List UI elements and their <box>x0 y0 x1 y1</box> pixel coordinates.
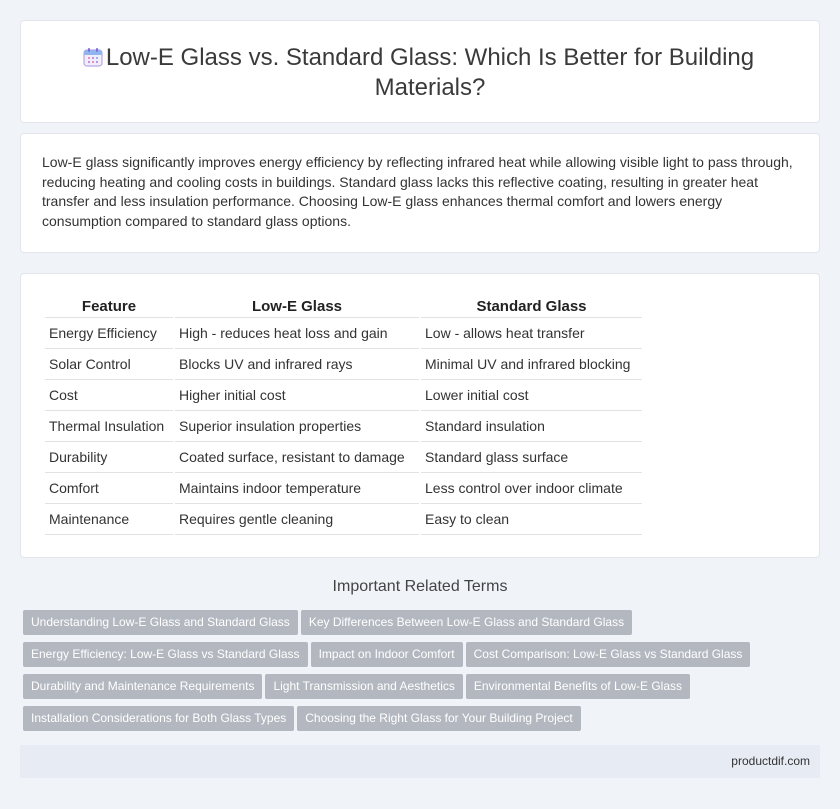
table-row <box>45 318 642 349</box>
table-cell: Less control over indoor climate <box>421 473 642 504</box>
related-terms-heading: Important Related Terms <box>332 578 508 595</box>
table-row <box>45 504 642 535</box>
table-cell: Comfort <box>45 473 173 504</box>
table-cell: Cost <box>45 380 173 411</box>
table-cell: Requires gentle cleaning <box>175 504 419 535</box>
column-header-feature: Feature <box>45 296 173 318</box>
table-row <box>45 411 642 442</box>
table-cell: Superior insulation properties <box>175 411 419 442</box>
related-term-tag[interactable]: Environmental Benefits of Low-E Glass <box>466 674 690 699</box>
related-term-tag[interactable]: Durability and Maintenance Requirements <box>23 674 262 699</box>
table-header-row <box>45 296 642 318</box>
intro-paragraph: Low-E glass significantly improves energy efficiency by reflecting infrared heat while allowing visible light to pass through, reducing heating and cooling costs in buildings. Standard glass lacks this reflective coating, resulting in greater heat transfer and less insulation performance. Choosing Low-E glass enhances thermal comfort and lowers energy consumption compared to standard glass options. <box>42 154 793 229</box>
footer <box>20 745 820 778</box>
related-term-tag[interactable]: Key Differences Between Low-E Glass and Standard Glass <box>301 610 632 635</box>
table-cell: High - reduces heat loss and gain <box>175 318 419 349</box>
related-term-tag[interactable]: Energy Efficiency: Low-E Glass vs Standard Glass <box>23 642 308 667</box>
intro-card <box>20 133 820 253</box>
comparison-table <box>43 296 644 535</box>
related-term-tag[interactable]: Installation Considerations for Both Glass Types <box>23 706 294 731</box>
related-terms-list <box>23 610 813 738</box>
table-cell: Low - allows heat transfer <box>421 318 642 349</box>
table-cell: Higher initial cost <box>175 380 419 411</box>
related-term-tag[interactable]: Impact on Indoor Comfort <box>311 642 463 667</box>
related-term-tag[interactable]: Understanding Low-E Glass and Standard Glass <box>23 610 298 635</box>
table-row <box>45 380 642 411</box>
comparison-card <box>20 273 820 558</box>
column-header-standard: Standard Glass <box>421 296 642 318</box>
table-cell: Coated surface, resistant to damage <box>175 442 419 473</box>
table-cell: Lower initial cost <box>421 380 642 411</box>
table-cell: Blocks UV and infrared rays <box>175 349 419 380</box>
related-term-tag[interactable]: Cost Comparison: Low-E Glass vs Standard Glass <box>466 642 751 667</box>
table-cell: Energy Efficiency <box>45 318 173 349</box>
page-title: Low-E Glass vs. Standard Glass: Which Is Better for Building Materials? <box>105 44 755 101</box>
table-cell: Maintains indoor temperature <box>175 473 419 504</box>
table-cell: Standard glass surface <box>421 442 642 473</box>
table-cell: Thermal Insulation <box>45 411 173 442</box>
table-cell: Solar Control <box>45 349 173 380</box>
related-term-tag[interactable]: Choosing the Right Glass for Your Building Project <box>297 706 581 731</box>
site-link[interactable]: productdif.com <box>731 754 810 768</box>
header-card <box>20 20 820 123</box>
related-term-tag[interactable]: Light Transmission and Aesthetics <box>265 674 462 699</box>
table-cell: Durability <box>45 442 173 473</box>
table-cell: Easy to clean <box>421 504 642 535</box>
column-header-low-e: Low-E Glass <box>175 296 419 318</box>
table-cell: Maintenance <box>45 504 173 535</box>
table-row <box>45 442 642 473</box>
table-cell: Standard insulation <box>421 411 642 442</box>
table-row <box>45 473 642 504</box>
table-row <box>45 349 642 380</box>
table-cell: Minimal UV and infrared blocking <box>421 349 642 380</box>
